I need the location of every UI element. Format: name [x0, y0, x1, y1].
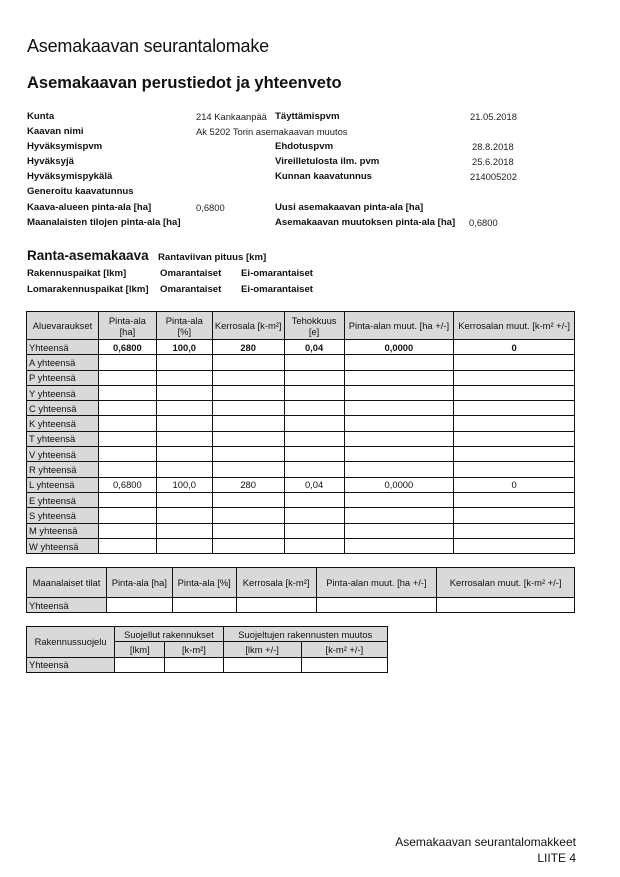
header-k-m2-muutos: [k-m² +/-]	[301, 642, 387, 657]
table-cell	[212, 385, 284, 400]
table-cell	[284, 385, 344, 400]
table-cell	[212, 431, 284, 446]
table-header-row	[27, 312, 575, 340]
kaavan-nimi-value: Ak 5202 Torin asemakaavan muutos	[196, 126, 348, 137]
row-label: W yhteensä	[27, 538, 99, 553]
table-cell: 0,6800	[98, 340, 156, 355]
table-cell	[344, 385, 454, 400]
table-cell: 100,0	[156, 477, 212, 492]
table-cell	[212, 538, 284, 553]
table-cell	[212, 508, 284, 523]
vireilletulo-value: 25.6.2018	[472, 156, 514, 167]
table-cell	[437, 598, 575, 613]
table-row	[27, 385, 575, 400]
rakennuspaikat-label: Rakennuspaikat [lkm]	[27, 268, 127, 279]
table-row	[27, 523, 575, 538]
table-cell	[284, 508, 344, 523]
maanalaiset-tilat-label: Maanalaisten tilojen pinta-ala [ha]	[27, 217, 181, 228]
table-cell	[165, 657, 223, 672]
tayttamispvm-label: Täyttämispvm	[275, 111, 340, 122]
ehdotuspvm-value: 28.8.2018	[472, 141, 514, 152]
table-cell: 0,0000	[344, 340, 454, 355]
table-cell	[156, 538, 212, 553]
row-label: A yhteensä	[27, 355, 99, 370]
hyvaksymispykala-label: Hyväksymispykälä	[27, 171, 113, 182]
table-cell	[454, 462, 575, 477]
table-cell	[316, 598, 437, 613]
table-cell	[284, 431, 344, 446]
table-cell	[156, 508, 212, 523]
kunnan-kaavatunnus-value: 214005202	[470, 171, 517, 182]
table-cell	[454, 523, 575, 538]
table-cell	[156, 401, 212, 416]
table-cell	[156, 370, 212, 385]
table-cell	[284, 462, 344, 477]
tayttamispvm-value: 21.05.2018	[470, 111, 517, 122]
table-cell	[98, 431, 156, 446]
table-cell	[156, 416, 212, 431]
header-kerrosalan-muut: Kerrosalan muut. [k-m² +/-]	[454, 312, 575, 340]
row-label: L yhteensä	[27, 477, 99, 492]
header-suojellut-rakennukset: Suojellut rakennukset	[115, 627, 223, 642]
table-row	[27, 657, 388, 672]
table-cell	[344, 370, 454, 385]
table-cell	[98, 492, 156, 507]
table-cell	[344, 447, 454, 462]
row-label: Yhteensä	[27, 340, 99, 355]
table-cell	[98, 401, 156, 416]
table-cell	[301, 657, 387, 672]
table-cell	[156, 462, 212, 477]
table-row	[27, 340, 575, 355]
lomarakennuspaikat-label: Lomarakennuspaikat [lkm]	[27, 284, 149, 295]
table-cell	[344, 401, 454, 416]
table-cell	[454, 355, 575, 370]
header-kerrosala: Kerrosala [k-m²]	[212, 312, 284, 340]
header-maanalaiset-tilat: Maanalaiset tilat	[27, 568, 107, 598]
table-header-row	[27, 627, 388, 642]
table-cell: 0,04	[284, 477, 344, 492]
table-cell: 0,0000	[344, 477, 454, 492]
table-cell	[212, 462, 284, 477]
table-cell	[454, 385, 575, 400]
table-cell	[284, 416, 344, 431]
table-row	[27, 416, 575, 431]
table-cell	[344, 431, 454, 446]
row-label: K yhteensä	[27, 416, 99, 431]
table-row	[27, 477, 575, 492]
table-cell	[212, 416, 284, 431]
table-cell	[98, 538, 156, 553]
page-subtitle: Asemakaavan perustiedot ja yhteenveto	[27, 74, 342, 92]
uusi-pinta-ala-label: Uusi asemakaavan pinta-ala [ha]	[275, 202, 424, 213]
ehdotuspvm-label: Ehdotuspvm	[275, 141, 334, 152]
table-cell	[454, 538, 575, 553]
table-cell	[344, 355, 454, 370]
table-row	[27, 492, 575, 507]
row-label: M yhteensä	[27, 523, 99, 538]
table-row	[27, 401, 575, 416]
table-cell	[284, 355, 344, 370]
table-cell	[454, 401, 575, 416]
row-label: E yhteensä	[27, 492, 99, 507]
table-cell	[212, 401, 284, 416]
ei-omarantaiset-label: Ei-omarantaiset	[241, 268, 313, 279]
page-title: Asemakaavan seurantalomake	[27, 36, 269, 56]
row-label: V yhteensä	[27, 447, 99, 462]
header-lkm: [lkm]	[115, 642, 165, 657]
kunta-value: 214 Kankaanpää	[196, 111, 267, 122]
table-cell	[156, 492, 212, 507]
table-header-row	[27, 568, 575, 598]
header-pinta-ala-ha: Pinta-ala [ha]	[106, 568, 172, 598]
table-cell	[284, 523, 344, 538]
row-label: Y yhteensä	[27, 385, 99, 400]
table-row	[27, 462, 575, 477]
rakennussuojelu-table	[26, 626, 388, 673]
table-cell: 0	[454, 340, 575, 355]
table-cell	[344, 538, 454, 553]
header-pinta-ala-pct: Pinta-ala [%]	[172, 568, 236, 598]
omarantaiset-label: Omarantaiset	[160, 268, 222, 279]
table-cell	[284, 370, 344, 385]
header-lkm-muutos: [lkm +/-]	[223, 642, 301, 657]
header-pinta-alan-muut: Pinta-alan muut. [ha +/-]	[344, 312, 454, 340]
table-cell	[344, 416, 454, 431]
table-cell	[454, 492, 575, 507]
muutos-pinta-ala-label: Asemakaavan muutoksen pinta-ala [ha]	[275, 217, 456, 228]
table-cell	[98, 385, 156, 400]
table-cell	[98, 447, 156, 462]
table-cell	[212, 355, 284, 370]
row-label: T yhteensä	[27, 431, 99, 446]
table-cell	[284, 401, 344, 416]
row-label: C yhteensä	[27, 401, 99, 416]
header-kerrosalan-muut: Kerrosalan muut. [k-m² +/-]	[437, 568, 575, 598]
row-label: Yhteensä	[27, 657, 115, 672]
row-label: R yhteensä	[27, 462, 99, 477]
table-cell	[156, 355, 212, 370]
table-cell	[454, 370, 575, 385]
table-row	[27, 370, 575, 385]
table-cell	[284, 447, 344, 462]
hyvaksyja-label: Hyväksyjä	[27, 156, 74, 167]
table-cell	[98, 416, 156, 431]
table-cell: 100,0	[156, 340, 212, 355]
rantaviiva-label: Rantaviivan pituus [km]	[158, 252, 267, 263]
table-row	[27, 598, 575, 613]
table-cell	[156, 385, 212, 400]
header-k-m2: [k-m²]	[165, 642, 223, 657]
ranta-title: Ranta-asemakaava	[27, 248, 149, 263]
footer-appendix: LIITE 4	[537, 851, 576, 865]
table-cell	[212, 447, 284, 462]
header-kerrosala: Kerrosala [k-m²]	[236, 568, 316, 598]
footer-title: Asemakaavan seurantalomakkeet	[395, 835, 576, 849]
table-row	[27, 355, 575, 370]
table-row	[27, 538, 575, 553]
table-cell	[284, 538, 344, 553]
table-cell	[344, 523, 454, 538]
header-tehokkuus: Tehokkuus [e]	[284, 312, 344, 340]
table-cell	[156, 431, 212, 446]
table-cell: 0	[454, 477, 575, 492]
table-cell	[236, 598, 316, 613]
table-row	[27, 447, 575, 462]
table-cell	[454, 431, 575, 446]
table-cell	[454, 416, 575, 431]
table-cell	[156, 447, 212, 462]
table-cell: 0,04	[284, 340, 344, 355]
aluevaraukset-table	[26, 311, 575, 554]
row-label: S yhteensä	[27, 508, 99, 523]
header-rakennussuojelu: Rakennussuojelu	[27, 627, 115, 658]
table-cell	[212, 492, 284, 507]
kunta-label: Kunta	[27, 111, 55, 122]
aluevaraukset-body	[27, 340, 575, 554]
table-cell: 0,6800	[98, 477, 156, 492]
table-cell	[212, 370, 284, 385]
maanalaiset-table	[26, 567, 575, 613]
table-cell	[156, 523, 212, 538]
header-pinta-ala-pct: Pinta-ala [%]	[156, 312, 212, 340]
table-row	[27, 431, 575, 446]
row-label: Yhteensä	[27, 598, 107, 613]
header-suojeltujen-muutos: Suojeltujen rakennusten muutos	[223, 627, 387, 642]
table-cell	[98, 462, 156, 477]
table-row	[27, 508, 575, 523]
table-cell: 280	[212, 340, 284, 355]
generoitu-kaavatunnus-label: Generoitu kaavatunnus	[27, 186, 134, 197]
table-cell	[106, 598, 172, 613]
table-cell	[98, 523, 156, 538]
header-pinta-alan-muut: Pinta-alan muut. [ha +/-]	[316, 568, 437, 598]
table-cell	[98, 370, 156, 385]
table-cell	[344, 492, 454, 507]
omarantaiset-label-2: Omarantaiset	[160, 284, 222, 295]
kaava-alue-label: Kaava-alueen pinta-ala [ha]	[27, 202, 152, 213]
hyvaksymispvm-label: Hyväksymispvm	[27, 141, 103, 152]
vireilletulo-label: Vireilletulosta ilm. pvm	[275, 156, 380, 167]
ei-omarantaiset-label-2: Ei-omarantaiset	[241, 284, 313, 295]
kunnan-kaavatunnus-label: Kunnan kaavatunnus	[275, 171, 373, 182]
muutos-pinta-ala-value: 0,6800	[469, 217, 498, 228]
table-cell	[454, 447, 575, 462]
table-cell	[115, 657, 165, 672]
table-cell: 280	[212, 477, 284, 492]
kaavan-nimi-label: Kaavan nimi	[27, 126, 84, 137]
header-aluevaraukset: Aluevaraukset	[27, 312, 99, 340]
table-cell	[284, 492, 344, 507]
table-cell	[454, 508, 575, 523]
table-cell	[172, 598, 236, 613]
table-cell	[212, 523, 284, 538]
table-cell	[344, 508, 454, 523]
header-pinta-ala-ha: Pinta-ala [ha]	[98, 312, 156, 340]
table-cell	[98, 355, 156, 370]
kaava-alue-value: 0,6800	[196, 202, 225, 213]
table-cell	[344, 462, 454, 477]
table-cell	[223, 657, 301, 672]
row-label: P yhteensä	[27, 370, 99, 385]
table-cell	[98, 508, 156, 523]
